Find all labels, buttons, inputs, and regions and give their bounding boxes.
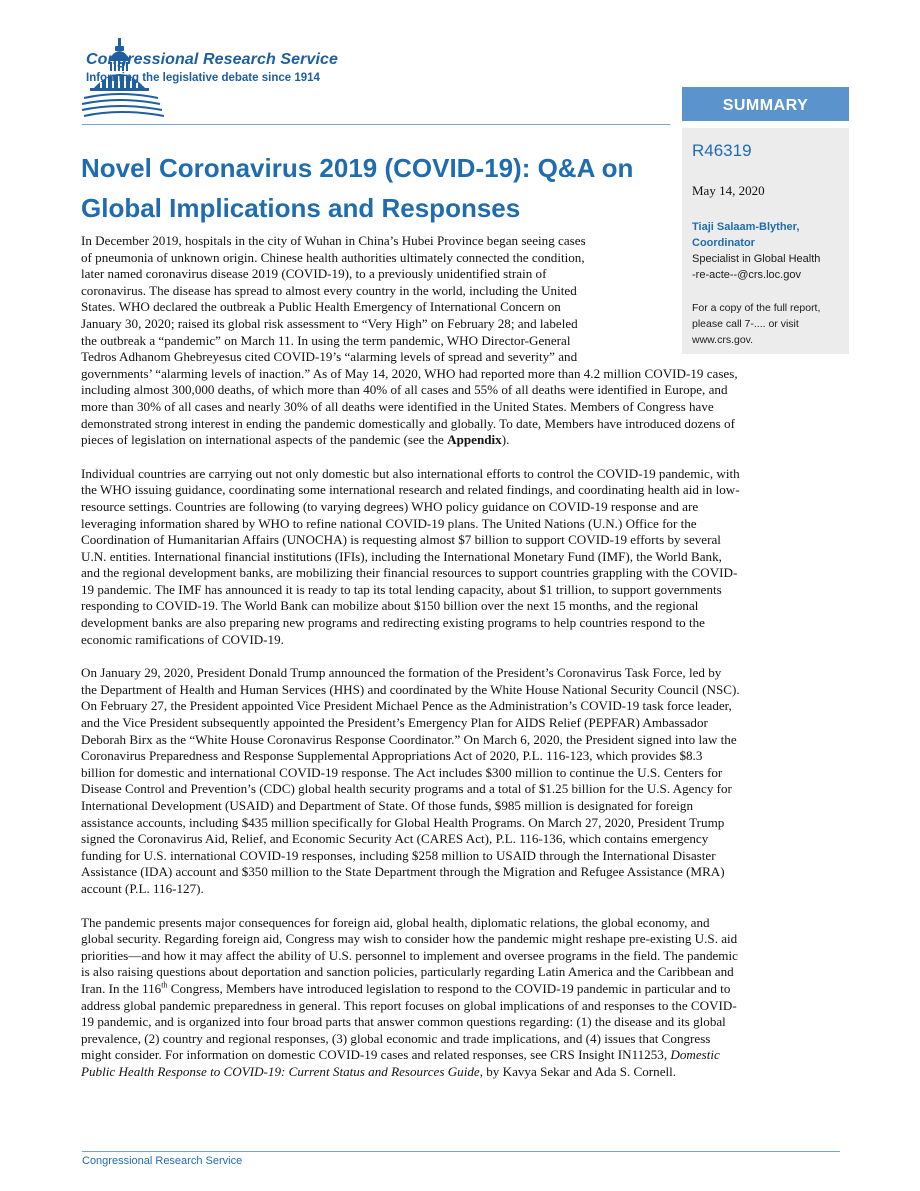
- ordinal-superscript: th: [161, 980, 168, 990]
- text-line: [81, 1064, 841, 1081]
- text-line: account (P.L. 116-127).: [81, 880, 204, 896]
- text-line: address global pandemic preparedness in general. This report focuses on global implications of and responses to the COVID-: [81, 997, 737, 1013]
- text-line: Deborah Birx as the “White House Coronavirus Response Coordinator.” On March 6, 2020, the President signed into law the: [81, 731, 737, 747]
- text-line: governments’ “alarming levels of inaction.” As of May 14, 2020, WHO had reported more than 4.2 million COVID-19 cases,: [81, 365, 738, 381]
- text-line: billion for domestic and international COVID-19 response. The Act includes $300 million to continue the U.S. Centers for: [81, 764, 723, 780]
- summary-heading: SUMMARY: [682, 87, 849, 121]
- text-line: [81, 432, 841, 449]
- text-line: is also raising questions about deportation and sanction policies, particularly regarding Latin America and the Caribbean and: [81, 964, 734, 980]
- text-line: International Development (USAID) and Department of State. Of those funds, $985 million is designated for foreign: [81, 798, 693, 813]
- text-line: including almost 300,000 deaths, of which more than 40% of all cases and 55% of all deaths were identified in Europe, and: [81, 382, 728, 398]
- text-line: resource settings. Countries are following (to varying degrees) WHO policy guidance on COVID-19 response and are: [81, 498, 699, 514]
- cited-title: Domestic: [670, 1047, 720, 1063]
- text-line: [81, 981, 841, 998]
- text-line: development banks are also preparing new programs and redirecting existing programs to help countries respond to the: [81, 615, 705, 631]
- text-line: 19 pandemic. The IMF has announced it is ready to tap its total lending capacity, about $1 trillion, to support governments: [81, 581, 722, 597]
- text-run: Congress, Members have introduced legislation to respond to the COVID-19 pandemic in particular and to: [167, 980, 731, 996]
- page-title: Novel Coronavirus 2019 (COVID-19): Q&A on Global Implications and Responses: [81, 153, 634, 223]
- org-tagline: Informing the legislative debate since 1914: [86, 72, 320, 84]
- text-line: the WHO issuing guidance, coordinating some international research and related findings, and coordinating health aid in low-: [81, 482, 740, 498]
- appendix-reference: Appendix: [447, 432, 502, 448]
- text-line: leveraging information shared by WHO to refine national COVID-19 plans. The United Nations (U.N.) Office for the: [81, 515, 697, 531]
- text-line: demonstrated strong interest in ending the pandemic domestically and globally. To date, Members have introduced dozens of: [81, 415, 735, 431]
- cited-title: Public Health Response to COVID-19: Current Status and Resources Guide: [81, 1063, 480, 1079]
- text-run: ).: [501, 432, 510, 448]
- text-run: Iran. In the 116: [81, 980, 162, 996]
- text-line: On February 27, the President appointed Vice President Michael Pence as the Administration’s COVID-19 task force leader,: [81, 698, 732, 714]
- text-line: and the regional development banks, are mobilizing their financial resources to support countries grappling with the COVID-: [81, 565, 738, 581]
- paragraph-4: [81, 915, 841, 1081]
- text-line: global security. Regarding foreign aid, Congress may wish to consider how the pandemic might reshape pre-existing U.S. aid: [81, 931, 738, 947]
- text-line: States. WHO declared the outbreak a Public Health Emergency of International Concern on: [81, 299, 561, 315]
- author-email[interactable]: -re-acte--@crs.loc.gov: [692, 269, 801, 281]
- text-line: prevalence, (2) country and regional responses, (3) global economic and trade implications, and (4) issues that Congress: [81, 1030, 711, 1046]
- footer-label: Congressional Research Service: [82, 1155, 243, 1167]
- author-title: Specialist in Global Health: [692, 253, 821, 265]
- text-run: might consider. For information on domestic COVID-19 cases and related responses, see CRS Insight IN11253,: [81, 1047, 671, 1063]
- text-line: January 30, 2020; raised its global risk assessment to “Very High” on February 28; and labeled: [81, 315, 578, 331]
- text-run: pieces of legislation on international aspects of the pandemic (see the: [81, 432, 448, 448]
- text-line: Individual countries are carrying out not only domestic but also international efforts to control the COVID-19 pandemic, with: [81, 465, 740, 481]
- header-divider: [82, 124, 670, 125]
- text-line: The pandemic presents major consequences for foreign aid, global health, diplomatic relations, the global economy, and: [81, 914, 710, 930]
- text-line: On January 29, 2020, President Donald Trump announced the formation of the President’s Coronavirus Task Force, led by: [81, 665, 722, 681]
- author-name: Tiaji Salaam-Blyther,: [692, 221, 800, 233]
- text-line: Coordination of Humanitarian Affairs (UNOCHA) is requesting almost $7 billion to support COVID-19 efforts by several: [81, 532, 721, 548]
- text-line: economic ramifications of COVID-19.: [81, 631, 284, 647]
- text-line: priorities—and how it may affect the ability of U.S. personnel to implement and oversee programs in the field. The pandemic: [81, 947, 738, 963]
- text-line: 19 pandemic, and is organized into four broad parts that answer common questions regarding: (1) the disease and its global: [81, 1014, 726, 1030]
- copy-note-line: please call 7-.... or visit: [692, 318, 799, 330]
- text-run: , by Kavya Sekar and Ada S. Cornell.: [479, 1063, 677, 1079]
- footer-divider: [82, 1151, 840, 1152]
- org-name: Congressional Research Service: [86, 51, 339, 68]
- text-line: signed the Coronavirus Aid, Relief, and Economic Security Act (CARES Act), P.L. 116-136, which contains emergency: [81, 831, 709, 847]
- paragraph-2: [81, 466, 841, 649]
- copy-note-link[interactable]: www.crs.gov.: [692, 334, 754, 346]
- text-line: U.N. entities. International financial institutions (IFIs), including the International Monetary Fund (IMF), the World Bank,: [81, 548, 722, 564]
- text-line: funding for U.S. international COVID-19 responses, including $258 million to USAID through the International Disaster: [81, 847, 716, 863]
- text-line: of pneumonia of unknown origin. Chinese health authorities ultimately connected the condition,: [81, 249, 585, 265]
- text-line: Assistance (IDA) account and $350 million to the State Department through the Migration and Refugee Assistance (MRA): [81, 864, 725, 880]
- text-line: later named coronavirus disease 2019 (COVID-19), to a previously unidentified strain of: [81, 266, 547, 282]
- text-line: the outbreak a “pandemic” on March 11. In using the term pandemic, WHO Director-General: [81, 332, 571, 348]
- text-line: the Department of Health and Human Services (HHS) and coordinated by the White House National Security Council (NSC).: [81, 681, 740, 697]
- report-date: May 14, 2020: [692, 183, 765, 198]
- author-role: Coordinator: [692, 237, 755, 249]
- paragraph-1: [81, 233, 841, 449]
- text-line: assistance accounts, including $435 million specifically for Global Health Programs. On March 27, 2020, President Trump: [81, 814, 725, 830]
- text-line: [81, 1047, 841, 1064]
- copy-note-line: For a copy of the full report,: [692, 302, 821, 314]
- text-line: In December 2019, hospitals in the city of Wuhan in China’s Hubei Province began seeing cases: [81, 233, 586, 248]
- summary-body: [81, 233, 841, 1081]
- text-line: and the Vice President subsequently appointed the President’s Emergency Plan for AIDS Relief (PEPFAR) Ambassador: [81, 715, 708, 731]
- text-line: more than 30% of all cases and nearly 30% of all deaths were identified in the United States. Members of Congress have: [81, 398, 714, 414]
- paragraph-3: [81, 665, 841, 897]
- text-line: coronavirus. The disease has spread to almost every country in the world, including the United: [81, 282, 577, 298]
- text-line: Coronavirus Preparedness and Response Supplemental Appropriations Act of 2020, P.L. 116-123, which provides $8.3: [81, 748, 703, 764]
- text-line: Disease Control and Prevention’s (CDC) global health security programs and a total of $1.25 billion for the U.S. Agency for: [81, 781, 732, 797]
- report-number: R46319: [692, 141, 752, 160]
- text-line: responding to COVID-19. The World Bank can mobilize about $150 billion over the next 15 months, and the regional: [81, 598, 699, 614]
- text-line: Tedros Adhanom Ghebreyesus cited COVID-19’s “alarming levels of spread and severity” and: [81, 349, 578, 365]
